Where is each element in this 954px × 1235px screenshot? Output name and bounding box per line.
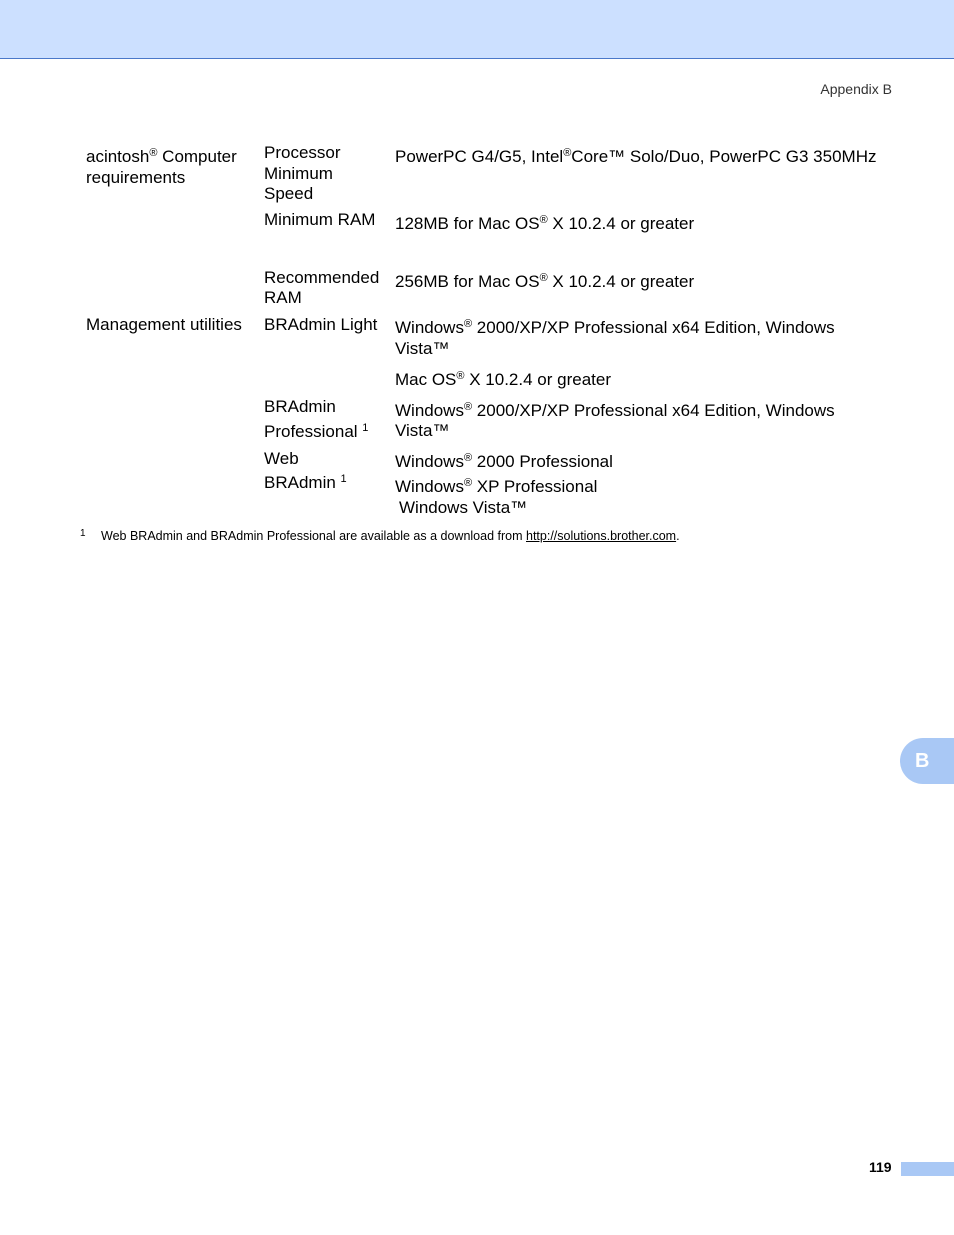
- bradmin-pro-windows: Windows® 2000/XP/XP Professional x64 Edition, Windows: [395, 401, 835, 420]
- download-link[interactable]: http://solutions.brother.com: [526, 529, 677, 543]
- footnote-ref: 1: [362, 422, 369, 434]
- page-number: 119: [869, 1159, 892, 1175]
- bradmin-pro-windows-line2: Vista™: [395, 421, 450, 440]
- rec-ram-label: Recommended: [264, 268, 380, 287]
- header-band: [0, 0, 954, 59]
- running-header: Appendix B: [820, 81, 892, 97]
- processor-label: Processor: [264, 143, 341, 162]
- processor-value: PowerPC G4/G5, Intel®Core™ Solo/Duo, PowerPC G3 350MHz: [395, 147, 877, 166]
- processor-label-line2: Minimum: [264, 164, 333, 183]
- footnote: Web BRAdmin and BRAdmin Professional are available as a download from http://solutions.brother.com.: [101, 529, 680, 543]
- web-bradmin-winxp: Windows® XP Professional: [395, 477, 598, 496]
- rec-ram-value: 256MB for Mac OS® X 10.2.4 or greater: [395, 272, 695, 291]
- bradmin-pro-label: BRAdmin: [264, 397, 336, 416]
- appendix-side-tab: B: [900, 738, 954, 784]
- web-bradmin-label-line2: BRAdmin $^1$: [264, 473, 347, 492]
- web-bradmin-label: Web: [264, 449, 299, 468]
- bradmin-light-mac: Mac OS® X 10.2.4 or greater: [395, 370, 611, 389]
- web-bradmin-vista: Windows Vista™: [399, 498, 528, 517]
- footnote-number: 1: [80, 528, 86, 539]
- bradmin-light-label: BRAdmin Light: [264, 315, 378, 334]
- mac-category-label-line2: requirements: [86, 168, 186, 187]
- mac-category-label: acintosh® Computer: [86, 147, 237, 166]
- rec-ram-label-line2: RAM: [264, 288, 302, 307]
- min-ram-value: 128MB for Mac OS® X 10.2.4 or greater: [395, 214, 695, 233]
- mgmt-category-label: Management utilities: [86, 315, 242, 334]
- page-number-bar: [901, 1162, 954, 1176]
- min-ram-label: Minimum RAM: [264, 210, 376, 229]
- bradmin-pro-label-line2: Professional $^1$: [264, 422, 369, 441]
- bradmin-light-windows-line2: Vista™: [395, 339, 450, 358]
- processor-label-line3: Speed: [264, 184, 314, 203]
- web-bradmin-win2000: Windows® 2000 Professional: [395, 452, 613, 471]
- bradmin-light-windows: Windows® 2000/XP/XP Professional x64 Edition, Windows: [395, 318, 835, 337]
- footnote-ref: 1: [340, 473, 347, 485]
